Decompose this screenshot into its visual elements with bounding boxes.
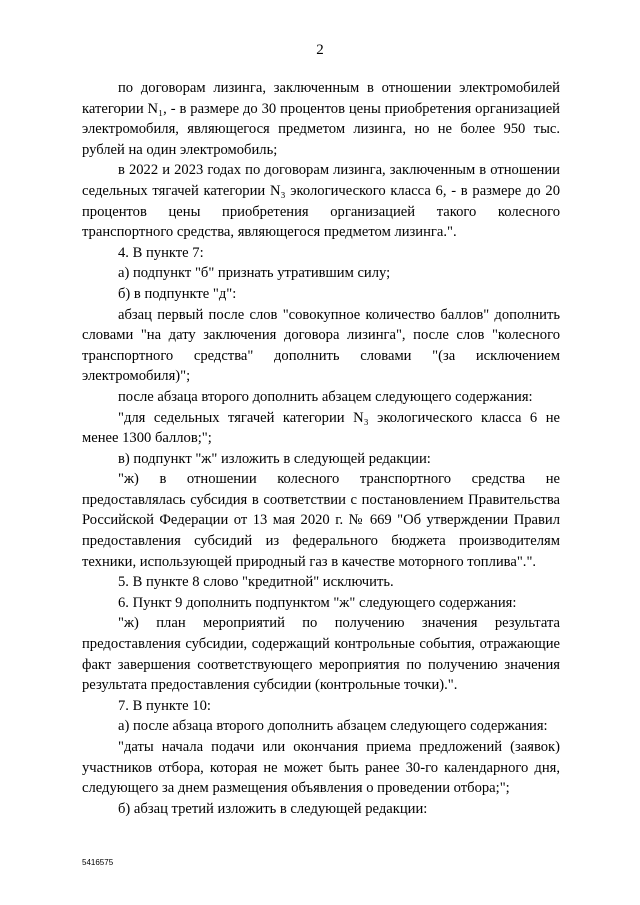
paragraph: по договорам лизинга, заключенным в отношении электромобилей категории N₁, - в размере до 30 процентов цены приобретения организацией электромобиля, являющегося предметом лизинга, но не более 950 тыс. рублей на один электромобиль;	[82, 80, 560, 158]
paragraph: "даты начала подачи или окончания приема предложений (заявок) участников отбора, которая не может быть ранее 30-го календарного дня, следующего за днем размещения объявления о проведении отбора;";	[82, 739, 560, 797]
paragraph: б) в подпункте "д":	[118, 285, 237, 302]
paragraph: а) после абзаца второго дополнить абзацем следующего содержания:	[118, 718, 548, 735]
paragraph: "ж) план мероприятий по получению значения результата предоставления субсидии, содержащий контрольные события, отражающие факт завершения соответствующего мероприятия по получению значения результата предоставления субсидии (контрольные точки).".	[82, 615, 560, 694]
paragraph: 6. Пункт 9 дополнить подпунктом "ж" следующего содержания:	[118, 594, 517, 611]
paragraph: "ж) в отношении колесного транспортного средства не предоставлялась субсидия в соответствии с постановлением Правительства Российской Федерации от 13 мая 2020 г. № 669 "Об утверждении Правил предоставления субсидий из федерального бюджета производителям техники, использующей природный газ в качестве моторного топлива".".	[82, 471, 560, 570]
page-number: 2	[316, 42, 324, 58]
paragraph: "для седельных тягачей категории N₃ экологического класса 6 не менее 1300 баллов;";	[82, 409, 560, 447]
paragraph: а) подпункт "б" признать утратившим силу;	[118, 265, 391, 282]
document-code: 5416575	[82, 858, 114, 867]
paragraph: в) подпункт "ж" изложить в следующей редакции:	[118, 450, 431, 467]
paragraph: б) абзац третий изложить в следующей редакции:	[118, 800, 428, 817]
document-body	[82, 78, 560, 819]
paragraph: 5. В пункте 8 слово "кредитной" исключить.	[118, 574, 394, 591]
paragraph: в 2022 и 2023 годах по договорам лизинга, заключенным в отношении седельных тягачей категории N₃ экологического класса 6, - в размере до 20 процентов цены приобретения организацией такого колесного транспортного средства, являющегося предметом лизинга.".	[82, 162, 560, 241]
paragraph: 7. В пункте 10:	[118, 697, 211, 714]
paragraph: абзац первый после слов "совокупное количество баллов" дополнить словами "на дату заключения договора лизинга", после слов "колесного транспортного средства" дополнить словами "(за исключением электромобиля)";	[82, 306, 560, 385]
paragraph: после абзаца второго дополнить абзацем следующего содержания:	[118, 388, 533, 405]
paragraph: 4. В пункте 7:	[118, 244, 204, 261]
